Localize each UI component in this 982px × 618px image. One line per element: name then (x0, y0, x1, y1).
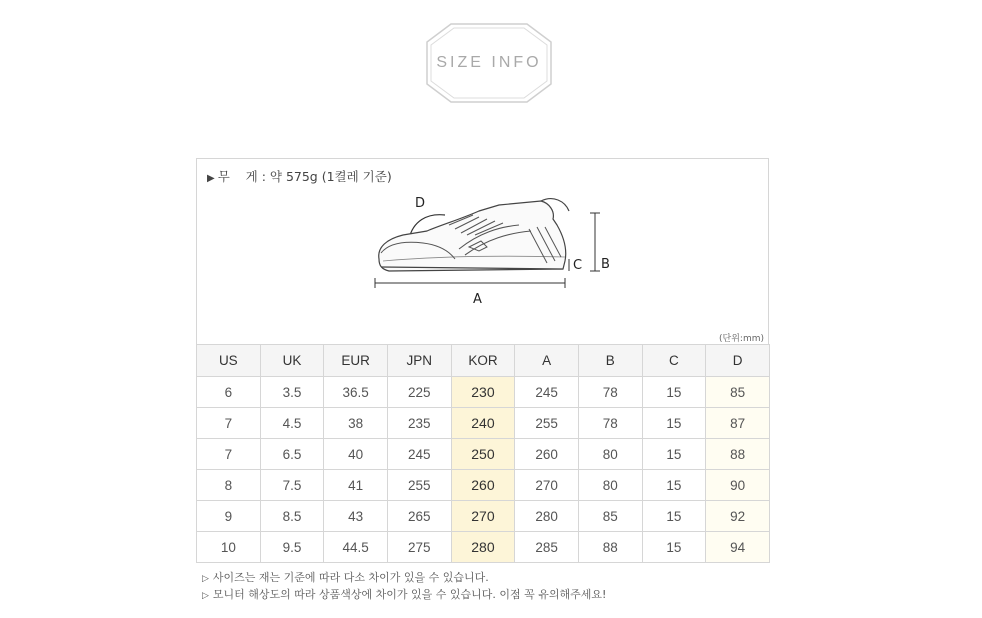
col-header-eur: EUR (324, 345, 388, 377)
cell-eur: 41 (324, 470, 388, 501)
col-header-uk: UK (260, 345, 324, 377)
cell-jpn: 255 (387, 470, 451, 501)
cell-a: 260 (515, 439, 579, 470)
col-header-a: A (515, 345, 579, 377)
col-header-c: C (642, 345, 706, 377)
note-text: 사이즈는 재는 기준에 따라 다소 차이가 있을 수 있습니다. (212, 571, 489, 584)
shoe-diagram (369, 189, 629, 309)
label-a: A (473, 292, 482, 307)
note-line (202, 570, 606, 587)
cell-d: 94 (706, 532, 770, 563)
size-info-title: SIZE INFO (436, 54, 542, 71)
cell-a: 245 (515, 377, 579, 408)
triangle-outline-icon: ▷ (202, 591, 209, 601)
cell-us: 7 (197, 408, 261, 439)
col-header-b: B (578, 345, 642, 377)
cell-eur: 44.5 (324, 532, 388, 563)
cell-kor: 270 (451, 501, 515, 532)
cell-jpn: 225 (387, 377, 451, 408)
cell-jpn: 265 (387, 501, 451, 532)
shoe-diagram-panel (196, 158, 769, 344)
col-header-jpn: JPN (387, 345, 451, 377)
cell-d: 85 (706, 377, 770, 408)
cell-c: 15 (642, 439, 706, 470)
cell-a: 280 (515, 501, 579, 532)
cell-b: 80 (578, 470, 642, 501)
cell-a: 255 (515, 408, 579, 439)
table-row (197, 470, 770, 501)
size-table-header-row (197, 345, 770, 377)
cell-us: 9 (197, 501, 261, 532)
cell-kor: 280 (451, 532, 515, 563)
cell-us: 7 (197, 439, 261, 470)
cell-b: 78 (578, 377, 642, 408)
label-b: B (601, 257, 610, 272)
cell-c: 15 (642, 532, 706, 563)
label-d: D (415, 196, 426, 211)
cell-eur: 36.5 (324, 377, 388, 408)
col-header-kor: KOR (451, 345, 515, 377)
cell-jpn: 275 (387, 532, 451, 563)
table-row (197, 377, 770, 408)
table-row (197, 501, 770, 532)
cell-d: 90 (706, 470, 770, 501)
unit-note: (단위:mm) (719, 334, 764, 344)
cell-b: 80 (578, 439, 642, 470)
cell-uk: 4.5 (260, 408, 324, 439)
cell-c: 15 (642, 501, 706, 532)
cell-jpn: 245 (387, 439, 451, 470)
cell-c: 15 (642, 470, 706, 501)
cell-c: 15 (642, 377, 706, 408)
cell-uk: 8.5 (260, 501, 324, 532)
note-line (202, 587, 606, 604)
weight-info (207, 167, 392, 185)
cell-uk: 7.5 (260, 470, 324, 501)
cell-eur: 40 (324, 439, 388, 470)
notes (202, 570, 606, 604)
col-header-d: D (706, 345, 770, 377)
cell-kor: 260 (451, 470, 515, 501)
cell-eur: 43 (324, 501, 388, 532)
cell-eur: 38 (324, 408, 388, 439)
note-text: 모니터 해상도의 따라 상품색상에 차이가 있을 수 있습니다. 이점 꼭 유의해주세요! (212, 588, 607, 601)
cell-a: 270 (515, 470, 579, 501)
cell-a: 285 (515, 532, 579, 563)
cell-b: 85 (578, 501, 642, 532)
cell-kor: 250 (451, 439, 515, 470)
cell-d: 88 (706, 439, 770, 470)
cell-us: 6 (197, 377, 261, 408)
cell-us: 10 (197, 532, 261, 563)
cell-d: 87 (706, 408, 770, 439)
col-header-us: US (197, 345, 261, 377)
table-row (197, 439, 770, 470)
label-c: C (573, 258, 583, 273)
triangle-outline-icon: ▷ (202, 574, 209, 584)
cell-uk: 6.5 (260, 439, 324, 470)
cell-d: 92 (706, 501, 770, 532)
cell-uk: 9.5 (260, 532, 324, 563)
cell-kor: 230 (451, 377, 515, 408)
weight-text: 무 게 : 약 575g (1켤레 기준) (217, 169, 392, 184)
size-info-badge (425, 22, 553, 104)
cell-kor: 240 (451, 408, 515, 439)
cell-b: 78 (578, 408, 642, 439)
cell-us: 8 (197, 470, 261, 501)
size-table (196, 344, 770, 563)
cell-uk: 3.5 (260, 377, 324, 408)
cell-jpn: 235 (387, 408, 451, 439)
cell-c: 15 (642, 408, 706, 439)
table-row (197, 532, 770, 563)
table-row (197, 408, 770, 439)
cell-b: 88 (578, 532, 642, 563)
triangle-bullet-icon: ▶ (207, 173, 215, 184)
